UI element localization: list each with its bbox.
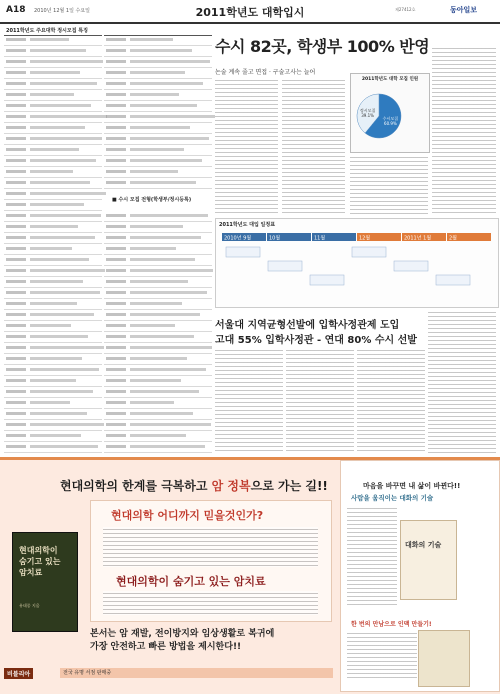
row-label <box>106 324 126 327</box>
table-row <box>104 234 212 244</box>
ad-headline-text: 현대의학의 한계를 극복하고 <box>60 479 208 493</box>
pie-slice-label: 수시모집 <box>382 116 399 122</box>
table-row <box>4 234 102 244</box>
article2-column-4 <box>428 310 496 454</box>
row-text <box>30 280 83 283</box>
row-label <box>6 335 26 338</box>
row-label <box>6 60 26 63</box>
row-text <box>130 115 215 118</box>
row-label <box>106 379 126 382</box>
article2-column-2 <box>286 348 354 454</box>
row-text <box>130 236 201 239</box>
row-text <box>30 379 76 382</box>
mid-table <box>104 35 212 456</box>
issue-date: 2010년 12월 1일 수요일 <box>34 8 91 14</box>
left-table-caption: 2011학년도 주요대학 정시모집 특징 <box>6 28 88 34</box>
timeline-event-box <box>310 275 344 285</box>
row-label <box>106 82 126 85</box>
timeline-event-box <box>394 261 428 271</box>
row-text <box>130 335 194 338</box>
row-label <box>6 412 26 415</box>
book-title-line-3: 암치료 <box>19 568 43 577</box>
table-row <box>104 300 212 310</box>
row-label <box>6 214 26 217</box>
row-text <box>30 302 77 305</box>
row-label <box>106 258 126 261</box>
ad-tagline-1: 본서는 암 재발, 전이방지와 임상생활로 복귀에 <box>90 629 275 639</box>
row-text <box>30 434 81 437</box>
row-label <box>106 401 126 404</box>
row-label <box>6 181 26 184</box>
table-row <box>104 333 212 343</box>
row-label <box>6 49 26 52</box>
enrollment-chart <box>350 73 430 153</box>
row-text <box>30 247 72 250</box>
ad-body-text-2 <box>103 591 318 615</box>
table-row <box>4 300 102 310</box>
row-label <box>6 192 26 195</box>
row-label <box>6 137 26 140</box>
article2-column-1 <box>215 348 283 454</box>
row-text <box>30 170 73 173</box>
row-text <box>130 423 211 426</box>
row-text <box>130 49 192 52</box>
row-text <box>30 38 69 41</box>
table-row <box>104 388 212 398</box>
ad-answer: 현대의학이 숨기고 있는 암치료 <box>116 575 266 588</box>
book-cover-conversation[interactable] <box>400 520 457 600</box>
pie-chart <box>351 82 429 152</box>
row-text <box>130 368 206 371</box>
row-label <box>106 214 126 217</box>
ad2-subheadline: 사람을 움직이는 대화의 기술 <box>351 494 434 502</box>
section-title: 2011학년도 대학입시 <box>195 6 305 19</box>
row-label <box>106 291 126 294</box>
row-label <box>6 357 26 360</box>
table-row <box>104 179 212 189</box>
row-text <box>130 324 175 327</box>
row-label <box>106 390 126 393</box>
row-text <box>30 126 85 129</box>
table-row <box>4 80 102 90</box>
row-text <box>130 126 190 129</box>
table-row <box>104 69 212 79</box>
timeline-month-label: 11월 <box>314 235 326 242</box>
table-row <box>4 322 102 332</box>
row-text <box>30 137 102 140</box>
table-row <box>4 289 102 299</box>
table-row <box>4 36 102 46</box>
row-text <box>130 357 187 360</box>
row-text <box>30 93 74 96</box>
table-row <box>4 113 102 123</box>
publisher-logo: 비블리아 <box>4 668 33 679</box>
row-text <box>130 258 195 261</box>
ad-headline-tail: 으로 가는 길!! <box>250 479 328 493</box>
row-label <box>106 126 126 129</box>
book-title <box>19 545 60 578</box>
row-label <box>106 357 126 360</box>
row-text <box>30 49 86 52</box>
timeline-month-label: 2월 <box>449 235 458 242</box>
row-label <box>6 71 26 74</box>
row-label <box>106 93 126 96</box>
row-label <box>106 60 126 63</box>
ad2-body <box>347 506 397 606</box>
row-label <box>106 346 126 349</box>
ad-tagline-2: 가장 안전하고 빠른 방법을 제시한다!! <box>90 642 242 652</box>
book-author: 유태종 지음 <box>19 603 40 608</box>
ad-bottom-bar: 전국 유명 서점 판매중 <box>60 668 333 678</box>
article-headline: 수시 82곳, 학생부 100% 반영 <box>215 37 430 56</box>
row-text <box>30 225 78 228</box>
row-text <box>30 236 95 239</box>
row-text <box>130 93 179 96</box>
row-label <box>6 423 26 426</box>
timeline-event-box <box>352 247 386 257</box>
newspaper-logo: 동아일보 <box>450 6 478 14</box>
table-row <box>104 344 212 354</box>
table-row <box>104 289 212 299</box>
row-label <box>106 159 126 162</box>
table-row <box>4 146 102 156</box>
table-row <box>4 256 102 266</box>
row-text <box>130 71 185 74</box>
left-table <box>4 35 102 456</box>
row-label <box>6 269 26 272</box>
row-label <box>106 247 126 250</box>
row-label <box>6 38 26 41</box>
row-text <box>130 137 209 140</box>
row-text <box>130 170 178 173</box>
table-row <box>104 311 212 321</box>
row-label <box>6 368 26 371</box>
row-text <box>130 434 186 437</box>
second-headline-2: 고대 55% 입학사정관 - 연대 80% 수시 선발 <box>215 335 417 346</box>
table-row <box>104 322 212 332</box>
timeline-graphic <box>216 229 498 307</box>
article-subhead: 논술 계속 줄고 면접 · 구술고사는 늘어 <box>215 69 316 76</box>
row-text <box>130 38 173 41</box>
row-text <box>30 412 87 415</box>
row-text <box>30 203 84 206</box>
row-text <box>130 291 207 294</box>
table-row <box>4 366 102 376</box>
table-row <box>4 388 102 398</box>
pie-slice-value: 39.1% <box>361 112 374 118</box>
row-text <box>30 368 99 371</box>
row-text <box>130 181 196 184</box>
table-row <box>4 267 102 277</box>
table-row <box>4 212 102 222</box>
row-text <box>30 82 97 85</box>
row-text <box>130 269 213 272</box>
book-title-line-1: 현대의학이 <box>19 546 58 555</box>
row-label <box>106 302 126 305</box>
article-column-1 <box>215 78 278 216</box>
row-text <box>130 401 174 404</box>
row-text <box>130 225 183 228</box>
row-text <box>130 280 188 283</box>
issue-number: 제27412호 <box>395 7 416 12</box>
second-headline-1: 서울대 지역균형선발에 입학사정관제 도입 <box>215 320 400 331</box>
row-label <box>106 115 126 118</box>
row-text <box>130 104 197 107</box>
table-row <box>104 102 212 112</box>
row-text <box>130 445 205 448</box>
table-row <box>104 58 212 68</box>
row-label <box>6 324 26 327</box>
timeline-month-label: 2010년 9월 <box>224 235 252 242</box>
pie-slice-value: 60.9% <box>384 121 397 127</box>
row-text <box>30 159 96 162</box>
row-text <box>30 346 104 349</box>
table-row <box>4 168 102 178</box>
table-row <box>104 399 212 409</box>
row-text <box>130 148 184 151</box>
row-text <box>30 269 105 272</box>
row-label <box>6 170 26 173</box>
row-label <box>6 148 26 151</box>
timeline-event-box <box>268 261 302 271</box>
row-label <box>106 71 126 74</box>
ad-body <box>90 500 332 622</box>
row-label <box>6 82 26 85</box>
row-text <box>30 291 100 294</box>
timeline-event-box <box>436 275 470 285</box>
ad2-body-2 <box>347 631 417 681</box>
row-label <box>6 346 26 349</box>
row-label <box>6 225 26 228</box>
table-row <box>104 421 212 431</box>
table-row <box>4 311 102 321</box>
row-label <box>106 368 126 371</box>
table-row <box>4 91 102 101</box>
row-text <box>30 214 101 217</box>
ad-question: 현대의학 어디까지 믿을것인가? <box>111 509 264 522</box>
admission-timeline <box>215 218 499 308</box>
row-label <box>6 159 26 162</box>
table-row <box>104 377 212 387</box>
row-label <box>106 236 126 239</box>
pie-slice-label: 정시모집 <box>359 107 376 113</box>
table-row <box>4 410 102 420</box>
row-text <box>130 412 193 415</box>
row-label <box>106 104 126 107</box>
row-text <box>130 82 203 85</box>
timeline-month-label: 12월 <box>359 235 371 242</box>
table-row <box>104 36 212 46</box>
row-text <box>30 258 89 261</box>
timeline-caption: 2011학년도 대입 일정표 <box>219 222 276 228</box>
table-row <box>104 410 212 420</box>
row-text <box>130 247 176 250</box>
ad-headline <box>60 477 328 494</box>
row-label <box>6 115 26 118</box>
row-text <box>30 423 104 426</box>
row-text <box>30 115 107 118</box>
article-column-2 <box>282 78 345 216</box>
table-row <box>4 124 102 134</box>
table-row <box>4 377 102 387</box>
table-row <box>104 223 212 233</box>
table-row <box>104 245 212 255</box>
row-label <box>6 258 26 261</box>
row-label <box>106 434 126 437</box>
page-number: A18 <box>6 5 26 15</box>
row-label <box>106 137 126 140</box>
table-row <box>104 256 212 266</box>
row-label <box>106 181 126 184</box>
row-text <box>130 302 182 305</box>
book-title-line-2: 숨기고 있는 <box>19 557 61 566</box>
table-row <box>4 399 102 409</box>
row-text <box>30 148 79 151</box>
row-text <box>30 445 98 448</box>
row-text <box>30 192 106 195</box>
table-row <box>4 223 102 233</box>
row-text <box>30 104 91 107</box>
row-text <box>30 401 70 404</box>
table-row <box>4 355 102 365</box>
row-label <box>106 280 126 283</box>
table-row <box>4 47 102 57</box>
timeline-event-box <box>226 247 260 257</box>
page-header <box>0 0 500 24</box>
row-text <box>30 357 82 360</box>
row-label <box>106 423 126 426</box>
table-row <box>4 190 102 200</box>
row-label <box>6 390 26 393</box>
table-row <box>4 344 102 354</box>
row-text <box>130 346 212 349</box>
row-text <box>130 313 200 316</box>
table-row <box>104 146 212 156</box>
row-label <box>106 38 126 41</box>
row-label <box>106 49 126 52</box>
table-row <box>4 201 102 211</box>
article-column-3 <box>350 155 428 216</box>
row-label <box>106 412 126 415</box>
row-label <box>106 269 126 272</box>
row-label <box>6 445 26 448</box>
table-row <box>4 333 102 343</box>
row-label <box>6 126 26 129</box>
row-label <box>6 236 26 239</box>
table-row <box>104 168 212 178</box>
ad-body-text <box>103 527 318 567</box>
row-label <box>6 280 26 283</box>
row-text <box>130 390 199 393</box>
table-row <box>104 267 212 277</box>
table-row <box>4 69 102 79</box>
article2-column-3 <box>357 348 425 454</box>
row-text <box>130 159 202 162</box>
mid-table-caption: ■ 수시 모집 전형(학생부/정시등록) <box>112 197 192 203</box>
table-row <box>104 432 212 442</box>
table-row <box>104 278 212 288</box>
table-row <box>4 443 102 453</box>
book-cover-networking[interactable] <box>418 630 470 687</box>
row-label <box>106 225 126 228</box>
row-label <box>6 401 26 404</box>
row-text <box>30 181 90 184</box>
ad2-tagline: 한 번의 만남으로 인맥 만들기! <box>351 621 432 628</box>
row-label <box>6 434 26 437</box>
row-text <box>30 313 94 316</box>
ad-headline-highlight: 암 정복 <box>211 479 251 493</box>
table-row <box>104 113 212 123</box>
table-row <box>4 157 102 167</box>
row-text <box>30 335 88 338</box>
row-label <box>106 313 126 316</box>
table-row <box>104 443 212 453</box>
table-row <box>4 102 102 112</box>
row-label <box>6 203 26 206</box>
row-label <box>106 148 126 151</box>
row-text <box>30 71 80 74</box>
row-label <box>6 302 26 305</box>
ad2-headline: 마음을 바꾸면 내 삶이 바뀐다!! <box>363 482 461 490</box>
row-label <box>6 93 26 96</box>
table-row <box>104 47 212 57</box>
table-row <box>104 124 212 134</box>
row-label <box>106 445 126 448</box>
table-row <box>4 245 102 255</box>
row-label <box>6 247 26 250</box>
table-row <box>104 135 212 145</box>
row-label <box>6 379 26 382</box>
timeline-month-label: 2011년 1월 <box>404 235 432 242</box>
row-text <box>130 60 210 63</box>
table-row <box>104 355 212 365</box>
table-row <box>4 58 102 68</box>
table-row <box>104 80 212 90</box>
row-text <box>130 379 181 382</box>
row-text <box>130 214 208 217</box>
row-text <box>30 60 103 63</box>
table-row <box>104 157 212 167</box>
book-cover-cancer[interactable] <box>12 532 78 632</box>
table-row <box>4 432 102 442</box>
row-text <box>30 390 93 393</box>
row-label <box>6 313 26 316</box>
table-row <box>4 421 102 431</box>
row-label <box>106 335 126 338</box>
table-row <box>104 366 212 376</box>
row-label <box>6 104 26 107</box>
table-row <box>104 91 212 101</box>
article-column-4 <box>432 46 496 216</box>
table-row <box>4 278 102 288</box>
chart-title: 2011학년도 대학 모집 인원 <box>361 77 419 82</box>
table-row <box>4 179 102 189</box>
row-label <box>6 291 26 294</box>
row-text <box>30 324 71 327</box>
table-row <box>104 212 212 222</box>
timeline-month-label: 10월 <box>269 235 281 242</box>
row-label <box>106 170 126 173</box>
book2-title: 대화의 기술 <box>405 541 442 549</box>
table-row <box>4 135 102 145</box>
ad-tagline <box>90 628 274 654</box>
